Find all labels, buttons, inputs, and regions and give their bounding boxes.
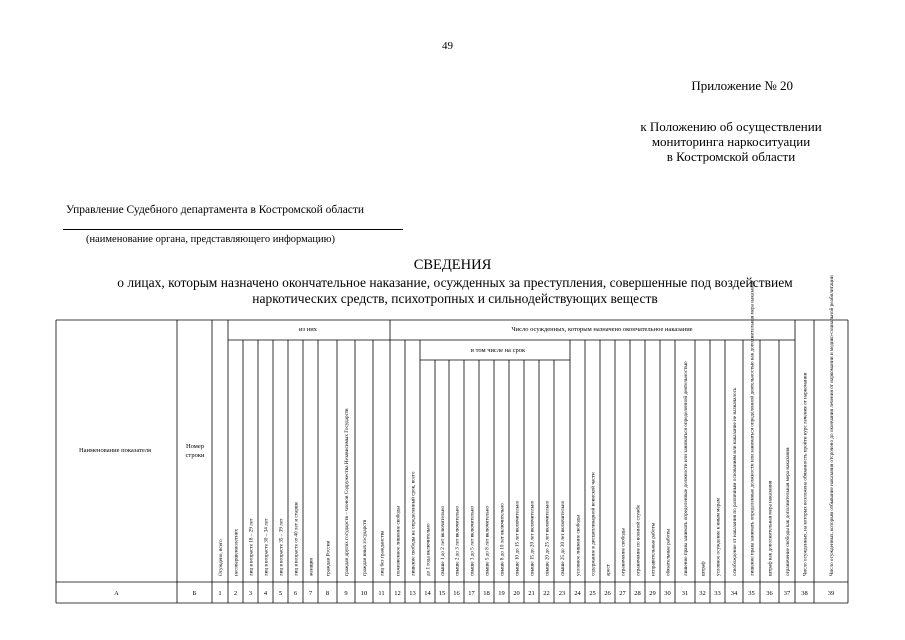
footer-column-label: 25 xyxy=(589,590,596,597)
footer-column-label: 26 xyxy=(604,590,611,597)
column-header-label: исправительные работы xyxy=(650,522,657,576)
column-header-label: арест xyxy=(605,564,612,576)
footer-column-label: 1 xyxy=(218,590,222,597)
column-header-label: лишение права занимать определенные должности или заниматься определенной деятельностью xyxy=(683,361,689,576)
footer-column-label: 11 xyxy=(378,590,385,597)
row-number-header: Номер xyxy=(185,443,205,450)
column-header-label: освобождение от наказания по различным основаниям или наказание не назначалось xyxy=(732,387,738,576)
footer-column-label: 33 xyxy=(714,590,721,597)
column-header-label: граждан иных государств xyxy=(362,519,368,576)
row-number-header-line2: строки xyxy=(185,452,205,459)
footer-column-label: 28 xyxy=(634,590,641,597)
footer-column-label: А xyxy=(114,590,119,597)
footer-column-label: 31 xyxy=(681,590,689,597)
footer-column-label: 23 xyxy=(558,590,566,597)
footer-column-label: 37 xyxy=(783,590,791,597)
footer-column-label: 13 xyxy=(409,590,416,597)
footer-column-label: 12 xyxy=(394,590,401,597)
column-header-label: лишение права занимать определенные должности или заниматься определенной деятельностью как дополнительная мера наказания xyxy=(749,280,756,576)
title-line: наркотических средств, психотропных и сильнодействующих веществ xyxy=(252,291,658,306)
column-header-label: свыше 5 до 8 лет включительно xyxy=(484,505,491,576)
column-header-label: свыше 1 до 2 лет включительно xyxy=(440,505,446,576)
footer-column-label: 39 xyxy=(827,590,835,597)
footer-column-label: 3 xyxy=(248,590,253,597)
footer-column-label: 17 xyxy=(468,590,475,597)
document-title: СВЕДЕНИЯ xyxy=(413,257,492,273)
subtitle-line: в Костромской области xyxy=(666,149,796,164)
appendix-label: Приложение № 20 xyxy=(691,78,793,93)
footer-column-label: 4 xyxy=(263,590,268,597)
column-header-label: свыше 8 до 10 лет включительно xyxy=(499,503,506,576)
indicator-header: Наименование показателя xyxy=(78,447,152,454)
title-line: о лицах, которым назначено окончательное наказание, осужденных за преступления, совершенные под воздействием xyxy=(117,275,793,290)
page-number: 49 xyxy=(442,40,453,52)
footer-column-label: 7 xyxy=(308,590,313,597)
footer-column-label: 10 xyxy=(360,590,368,597)
footer-column-label: 16 xyxy=(453,590,460,597)
column-header-label: условное лишение свободы xyxy=(575,515,582,576)
footer-column-label: 22 xyxy=(543,590,550,597)
column-header-label: свыше 2 до 3 лет включительно xyxy=(454,505,461,576)
footer-column-label: Б xyxy=(192,590,197,597)
organization-name: Управление Судебного департамента в Костромской области xyxy=(66,204,365,216)
column-header-label: лиц без гражданства xyxy=(379,530,386,576)
column-header-label: несовершеннолетних xyxy=(233,528,240,576)
column-header-label: свыше 25 до 30 лет включительно xyxy=(560,500,566,576)
column-header-label: граждан России xyxy=(325,540,332,576)
footer-column-label: 21 xyxy=(528,590,535,597)
column-header-label: лиц в возрасте 30 – 34 лет xyxy=(263,518,270,576)
column-header-label: лиц в возрасте от 40 лет и старше xyxy=(293,501,300,576)
column-header-label: штраф как дополнительная мера наказания xyxy=(767,480,774,576)
footer-column-label: 6 xyxy=(293,590,298,597)
column-header-label: ограничение свободы xyxy=(620,528,627,576)
footer-column-label: 27 xyxy=(619,590,626,597)
footer-column-label: 8 xyxy=(325,590,330,597)
subtitle-line: к Положению об осуществлении xyxy=(640,119,822,134)
column-header-label: лишение свободы на определенный срок, всего xyxy=(410,471,417,576)
footer-column-label: 32 xyxy=(699,590,706,597)
footer-column-label: 19 xyxy=(498,590,505,597)
footer-column-label: 20 xyxy=(513,590,520,597)
footer-column-label: 9 xyxy=(344,590,348,597)
column-header-label: до 1 года включительно xyxy=(425,523,432,576)
footer-column-label: 38 xyxy=(801,590,808,597)
column-header-label: Число осужденных, на которых возложена обязанность пройти курс лечения от наркомании xyxy=(802,372,809,576)
group-header-punishment: Число осужденных, которым назначено окончательное наказание xyxy=(511,326,693,333)
footer-column-label: 2 xyxy=(233,590,238,597)
column-header-label: граждан других государств – членов Содружества Независимых Государств xyxy=(344,408,350,576)
column-header-label: свыше 3 до 5 лет включительно xyxy=(469,505,476,576)
column-header-label: условное осуждение к иным мерам xyxy=(715,498,722,576)
footer-column-label: 36 xyxy=(766,590,773,597)
footer-column-label: 18 xyxy=(483,590,490,597)
column-header-label: женщин xyxy=(308,557,315,576)
footer-column-label: 24 xyxy=(574,590,581,597)
footer-column-label: 5 xyxy=(278,590,283,597)
column-header-label: штраф xyxy=(700,561,707,576)
footer-column-label: 34 xyxy=(730,590,738,597)
organization-hint: (наименование органа, представляющего информацию) xyxy=(86,234,335,245)
footer-column-label: 14 xyxy=(424,590,431,597)
column-header-label: свыше 10 до 15 лет включительно xyxy=(514,500,521,576)
column-header-label: пожизненное лишение свободы xyxy=(395,506,402,576)
footer-column-label: 30 xyxy=(664,590,671,597)
column-header-label: Число осужденных, которым отбывание наказания отсрочено до окончания лечения от наркомании и медико-социальной реабилитации xyxy=(829,275,835,576)
subtitle-line: мониторинга наркоситуации xyxy=(651,134,811,149)
column-header-label: ограничение по военной службе xyxy=(635,504,642,576)
column-header-label: лиц в возрасте 18 – 29 лет xyxy=(248,518,255,576)
footer-column-label: 35 xyxy=(748,590,755,597)
column-header-label: свыше 20 до 25 лет включительно xyxy=(544,500,551,576)
group-header-term: в том числе на срок xyxy=(470,347,526,354)
footer-column-label: 15 xyxy=(438,590,446,597)
column-header-label: лиц в возрасте 35 – 39 лет xyxy=(278,518,285,576)
column-header-label: Осуждено, всего xyxy=(218,539,224,576)
column-header-label: свыше 15 до 20 лет включительно xyxy=(529,500,536,576)
column-header-label: содержание в дисциплинарной воинской части xyxy=(590,472,597,576)
column-header-label: ограничение свободы как дополнительная мера наказания xyxy=(785,447,791,576)
column-header-label: обязательные работы xyxy=(665,529,672,576)
group-header-iz-nih: из них xyxy=(299,326,317,333)
footer-column-label: 29 xyxy=(649,590,656,597)
table-grid xyxy=(56,320,848,603)
